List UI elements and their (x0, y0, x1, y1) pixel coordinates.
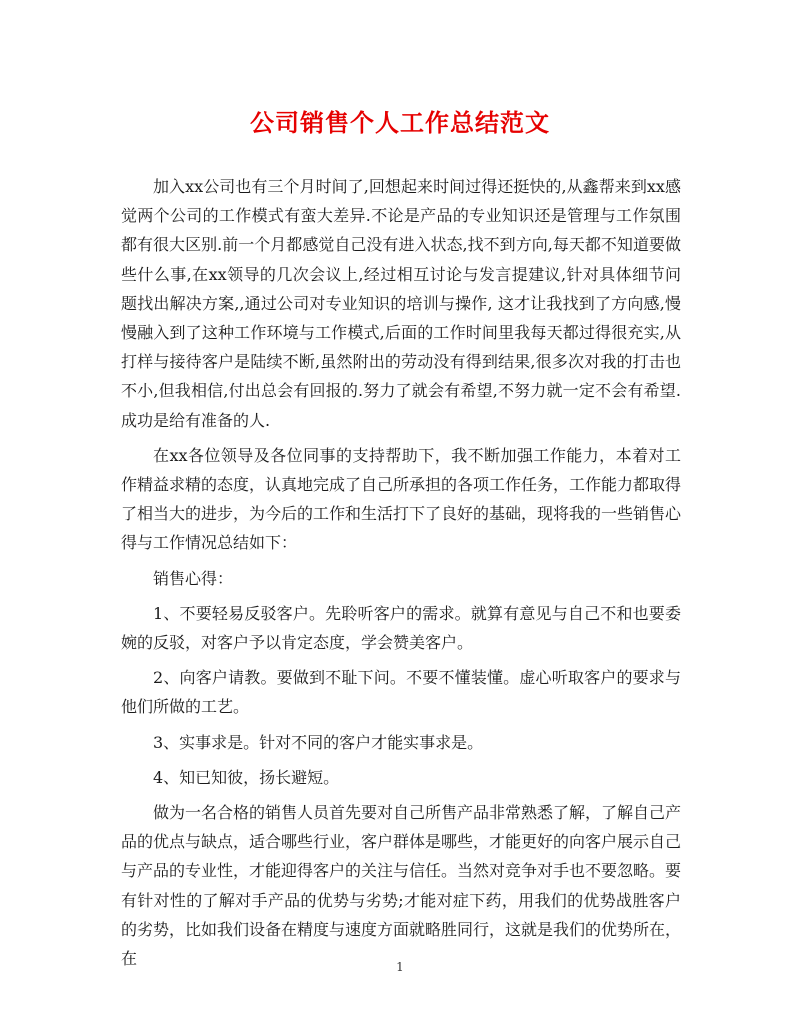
paragraph-tip-1: 1、不要轻易反驳客户。先聆听客户的需求。就算有意见与自己不和也要委婉的反驳，对客户予以肯定态度，学会赞美客户。 (121, 603, 681, 653)
paragraph-heading-sales-tips: 销售心得： (153, 568, 234, 588)
document-body (121, 172, 681, 979)
paragraph-tip-2: 2、向客户请教。要做到不耻下问。不要不懂装懂。虚心听取客户的要求与他们所做的工艺。 (121, 668, 681, 717)
paragraph-summary: 在xx各位领导及各位同事的支持帮助下，我不断加强工作能力，本着对工作精益求精的态度，认真地完成了自己所承担的各项工作任务，工作能力都取得了相当大的进步，为今后的工作和生活打下了良好的基础，现将我的一些销售心得与工作情况总结如下： (121, 445, 682, 553)
paragraph-tip-3: 3、实事求是。针对不同的客户才能实事求是。 (153, 732, 484, 752)
paragraph-tip-4: 4、知已知彼，扬长避短。 (153, 767, 340, 787)
page-number: 1 (396, 960, 404, 974)
document-title: 公司销售个人工作总结范文 (250, 108, 550, 137)
paragraph-intro: 加入xx公司也有三个月时间了,回想起来时间过得还挺快的,从鑫帮来到xx感觉两个公司的工作模式有蛮大差异.不论是产品的专业知识还是管理与工作氛围都有很大区别.前一个月都感觉自己没有进入状态,找不到方向,每天都不知道要做些什么事,在xx领导的几次会议上,经过相互讨论与发言提建议,针对具体细节问题找出解决方案,,通过公司对专业知识的培训与操作, 这才让我找到了方向感,慢慢融入到了这种工作环境与工作模式,后面的工作时间里我每天都过得很充实,从打样与接待客户是陆续不断,虽然附出的劳动没有得到结果,很多次对我的打击也不小,但我相信,付出总会有回报的.努力了就会有希望,不努力就一定不会有希望.成功是给有准备的人. (121, 177, 681, 430)
paragraph-product-knowledge: 做为一名合格的销售人员首先要对自己所售产品非常熟悉了解，了解自己产品的优点与缺点，适合哪些行业，客户群体是哪些，才能更好的向客户展示自己与产品的专业性，才能迎得客户的关注与信任。当然对竞争对手也不要忽略。要有针对性的了解对手产品的优势与劣势;才能对症下药，用我们的优势战胜客户的劣势，比如我们设备在精度与速度方面就略胜同行，这就是我们的优势所在，在 (121, 803, 682, 969)
